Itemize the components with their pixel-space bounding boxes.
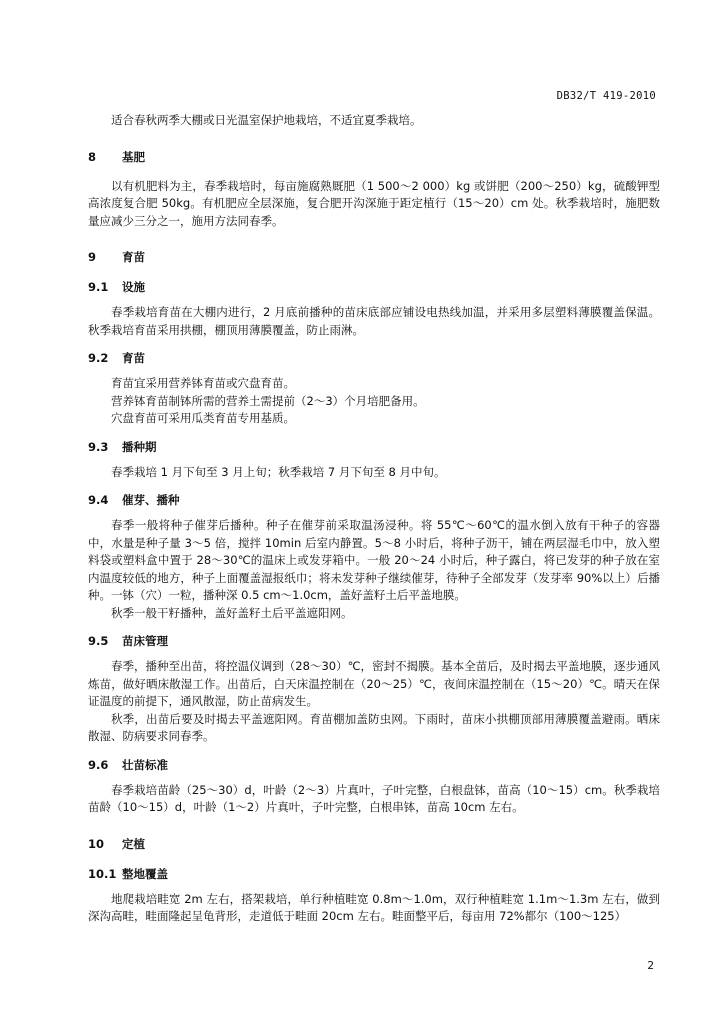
intro-paragraph: 适合春秋两季大棚或日光温室保护地栽培，不适宜夏季栽培。 bbox=[111, 113, 422, 127]
section-heading-9-3 bbox=[88, 438, 660, 456]
paragraph: 穴盘育苗可采用瓜类育苗专用基质。 bbox=[111, 411, 295, 425]
page-number: 2 bbox=[647, 960, 654, 972]
section-heading-10 bbox=[88, 835, 660, 853]
section-title: 育苗 bbox=[122, 250, 146, 264]
section-heading-10-1 bbox=[88, 865, 660, 883]
section-number: 9.3 bbox=[88, 439, 109, 454]
section-title: 基肥 bbox=[122, 149, 146, 164]
paragraph: 地爬栽培畦宽 2m 左右，搭架栽培，单行种植畦宽 0.8m～1.0m，双行种植畦宽 1.1m～1.3m 左右，做到深沟高畦，畦面隆起呈龟背形，走道低于畦面 20cm 左右。畦面整平后，每亩用 72%都尔（100～125） bbox=[88, 891, 660, 923]
paragraph: 秋季，出苗后要及时揭去平盖遮阳网。育苗棚加盖防虫网。下雨时，苗床小拱棚顶部用薄膜覆盖避雨。晒床散湿、防病要求同春季。 bbox=[88, 711, 660, 743]
section-heading-9-5 bbox=[88, 632, 660, 650]
paragraph: 秋季一般干籽播种，盖好盖籽土后平盖遮阳网。 bbox=[111, 605, 353, 620]
section-heading-9-6 bbox=[88, 756, 660, 774]
section-title: 整地覆盖 bbox=[122, 866, 169, 881]
paragraph: 春季栽培 1 月下旬至 3 月上旬；秋季栽培 7 月下旬至 8 月中旬。 bbox=[111, 464, 446, 479]
section-number: 9.6 bbox=[88, 757, 109, 772]
section-heading-9-1 bbox=[88, 278, 660, 296]
section-title: 设施 bbox=[122, 280, 146, 294]
section-heading-9 bbox=[88, 248, 660, 266]
paragraph: 春季栽培苗龄（25～30）d，叶龄（2～3）片真叶，子叶完整，白根盘钵，苗高（10～15）cm。秋季栽培苗龄（10～15）d，叶龄（1～2）片真叶，子叶完整，白根串钵，苗高 10cm 左右。 bbox=[88, 782, 660, 814]
section-number: 8 bbox=[88, 149, 97, 164]
standard-code: DB32/T 419-2010 bbox=[556, 90, 656, 102]
paragraph: 春季一般将种子催芽后播种。种子在催芽前采取温汤浸种。将 55℃～60℃的温水倒入放有干种子的容器中，水量是种子量 3～5 倍，搅拌 10min 后室内静置。5～8 小时后，将种子沥干，铺在两层湿毛巾中，放入塑料袋或塑料盒中置于 28～30℃的温床上或发芽箱中。一般 20～24 小时后，种子露白，将已发芽的种子放在室内温度较低的地方，种子上面覆盖湿报纸巾；将未发芽种子继续催芽，待种子全部发芽（发芽率 90%以上）后播种。一钵（穴）一粒，播种深 0.5 cm～1.0cm，盖好盖籽土后平盖地膜。 bbox=[88, 518, 660, 602]
section-title: 壮苗标准 bbox=[122, 757, 169, 772]
paragraph: 以有机肥料为主，春季栽培时，每亩施腐熟厩肥（1 500～2 000）kg 或饼肥（200～250）kg，硫酸钾型高浓度复合肥 50kg。有机肥应全层深施，复合肥开沟深施于距定植行（15～20）cm 处。秋季栽培时，施肥数量应减少三分之一，施用方法同春季。 bbox=[88, 178, 660, 228]
paragraph: 春季，播种至出苗，将控温仪调到（28～30）℃，密封不揭膜。基本全苗后，及时揭去平盖地膜，逐步通风炼苗，做好晒床散湿工作。出苗后，白天床温控制在（20～25）℃，夜间床温控制在（15～20）℃。晴天在保证温度的前提下，通风散湿，防止苗病发生。 bbox=[88, 659, 660, 708]
section-heading-9-2 bbox=[88, 349, 660, 367]
section-title: 播种期 bbox=[122, 439, 157, 454]
section-number: 10.1 bbox=[88, 866, 117, 881]
paragraph: 营养钵育苗制钵所需的营养土需提前（2～3）个月培肥备用。 bbox=[111, 393, 425, 408]
section-number: 9.1 bbox=[88, 280, 109, 294]
section-number: 9.5 bbox=[88, 634, 109, 648]
section-title: 苗床管理 bbox=[122, 634, 169, 648]
section-number: 9 bbox=[88, 250, 97, 264]
section-number: 10 bbox=[88, 836, 105, 851]
section-heading-9-4 bbox=[88, 491, 660, 509]
paragraph: 春季栽培育苗在大棚内进行，2 月底前播种的苗床底部应铺设电热线加温，并采用多层塑料薄膜覆盖保温。秋季栽培育苗采用拱棚，棚顶用薄膜覆盖，防止雨淋。 bbox=[88, 305, 660, 337]
section-title: 育苗 bbox=[122, 351, 146, 365]
section-title: 催芽、播种 bbox=[122, 493, 180, 507]
section-number: 9.2 bbox=[88, 351, 109, 365]
section-number: 9.4 bbox=[88, 493, 109, 507]
section-heading-8 bbox=[88, 148, 660, 166]
section-title: 定植 bbox=[122, 836, 146, 851]
paragraph: 育苗宜采用营养钵育苗或穴盘育苗。 bbox=[111, 376, 295, 390]
document-body bbox=[88, 112, 660, 926]
